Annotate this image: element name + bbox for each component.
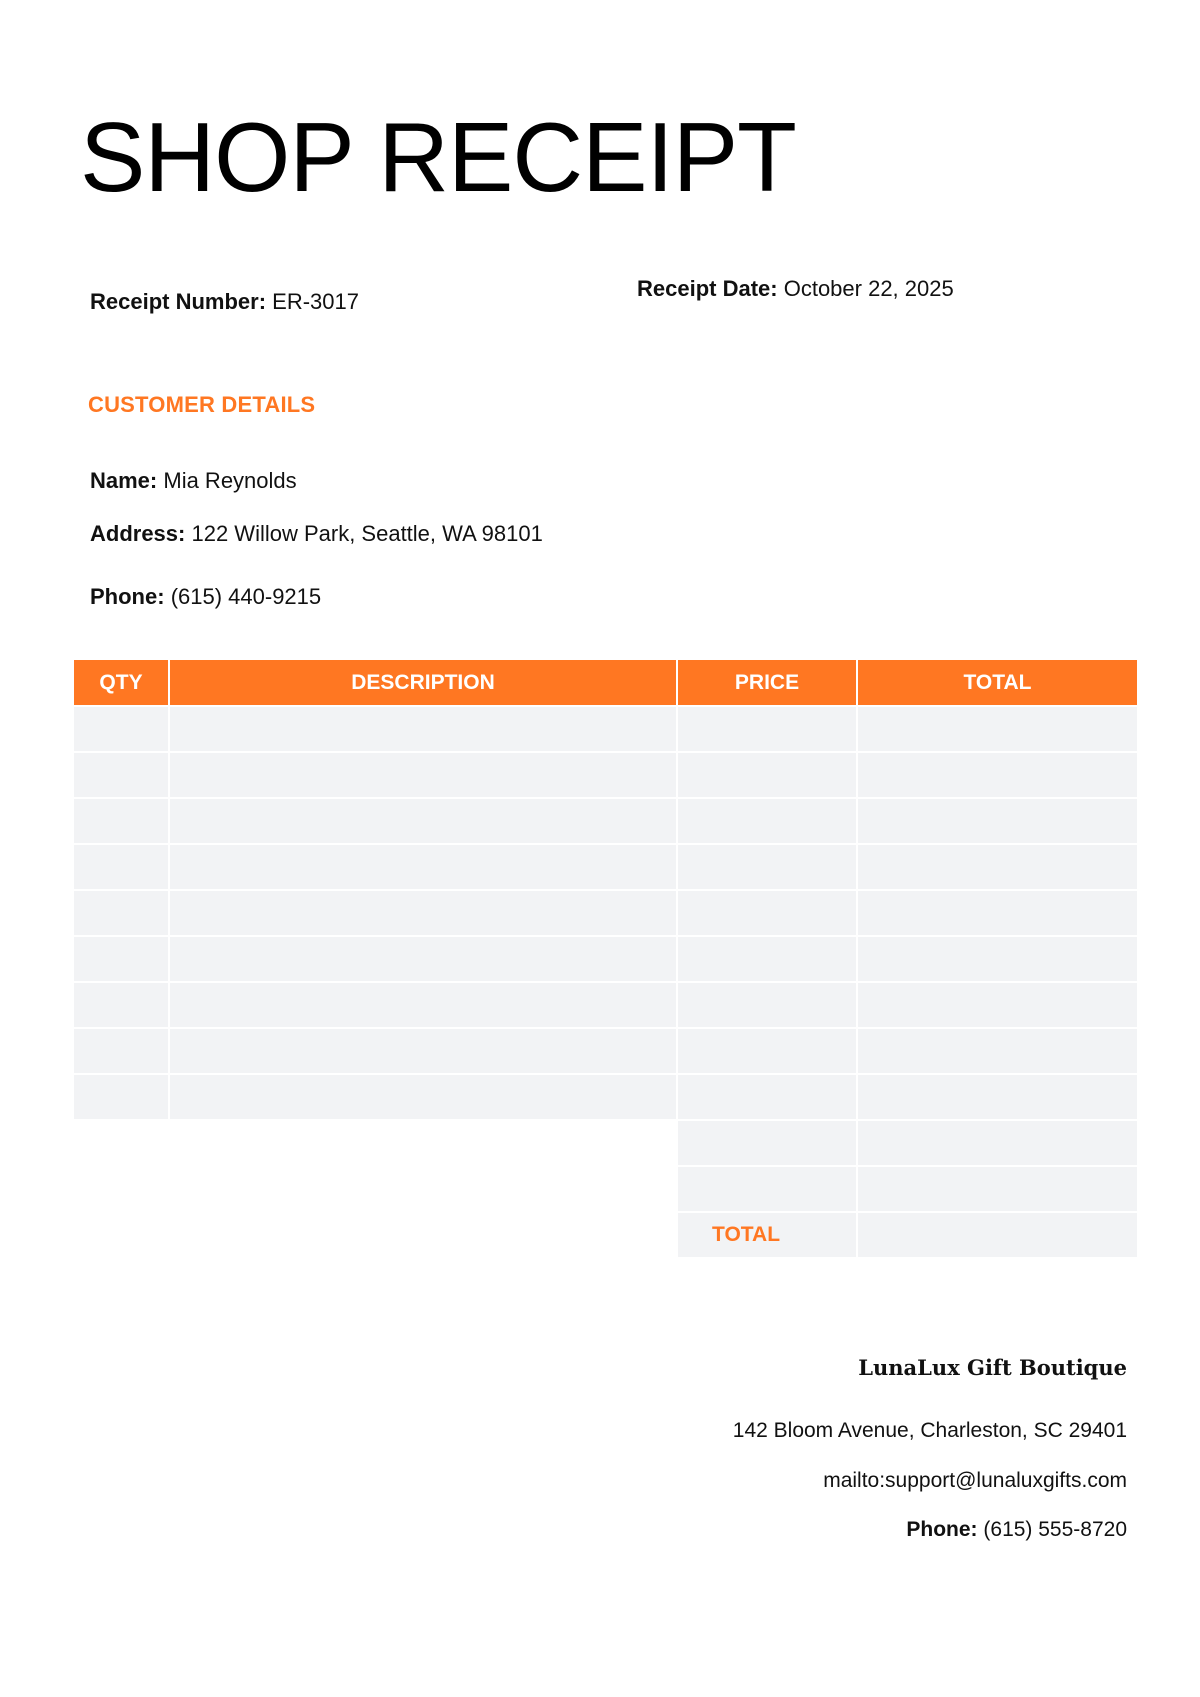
table-row	[74, 843, 1137, 889]
summary-label-cell	[678, 1165, 858, 1211]
table-row	[74, 981, 1137, 1027]
table-row	[74, 889, 1137, 935]
table-row	[74, 935, 1137, 981]
table-cell	[170, 935, 678, 981]
total-label: TOTAL	[678, 1211, 858, 1257]
table-cell	[170, 797, 678, 843]
table-row	[74, 1073, 1137, 1119]
table-cell	[858, 981, 1137, 1027]
table-cell	[858, 1027, 1137, 1073]
table-cell	[74, 1027, 170, 1073]
customer-address-value: 122 Willow Park, Seattle, WA 98101	[191, 521, 543, 546]
table-row	[74, 1027, 1137, 1073]
shop-phone	[906, 1518, 1127, 1542]
table-cell	[678, 751, 858, 797]
customer-name	[90, 468, 297, 494]
shop-phone-label: Phone:	[906, 1518, 978, 1541]
table-row	[74, 751, 1137, 797]
header-description: DESCRIPTION	[170, 660, 678, 705]
table-cell	[678, 1027, 858, 1073]
items-table	[74, 660, 1137, 1257]
table-cell	[74, 1073, 170, 1119]
table-cell	[678, 935, 858, 981]
table-cell	[858, 935, 1137, 981]
summary-row	[678, 1119, 1137, 1165]
table-cell	[170, 751, 678, 797]
table-cell	[678, 981, 858, 1027]
shop-phone-value: (615) 555-8720	[983, 1518, 1127, 1541]
page-title: SHOP RECEIPT	[80, 102, 796, 212]
customer-phone-label: Phone:	[90, 584, 165, 609]
customer-name-label: Name:	[90, 468, 158, 493]
table-cell	[678, 889, 858, 935]
table-cell	[74, 751, 170, 797]
table-cell	[858, 705, 1137, 751]
customer-phone	[90, 584, 321, 610]
summary-value-cell	[858, 1119, 1137, 1165]
table-cell	[74, 843, 170, 889]
table-cell	[858, 751, 1137, 797]
customer-name-value: Mia Reynolds	[163, 468, 297, 493]
receipt-number-label: Receipt Number:	[90, 289, 267, 314]
summary-label-cell	[678, 1119, 858, 1165]
table-cell	[678, 843, 858, 889]
customer-address	[90, 521, 543, 547]
table-row	[74, 705, 1137, 751]
shop-name: LunaLux Gift Boutique	[858, 1355, 1127, 1380]
table-cell	[74, 981, 170, 1027]
receipt-number	[90, 289, 359, 315]
shop-address: 142 Bloom Avenue, Charleston, SC 29401	[732, 1419, 1127, 1442]
table-cell	[170, 1027, 678, 1073]
table-cell	[74, 705, 170, 751]
table-cell	[170, 889, 678, 935]
total-row	[678, 1211, 1137, 1257]
receipt-date	[637, 276, 954, 302]
header-total: TOTAL	[858, 660, 1137, 705]
table-cell	[678, 705, 858, 751]
total-value-cell	[858, 1211, 1137, 1257]
table-cell	[858, 889, 1137, 935]
header-price: PRICE	[678, 660, 858, 705]
summary-value-cell	[858, 1165, 1137, 1211]
receipt-date-value: October 22, 2025	[783, 276, 954, 301]
table-cell	[170, 843, 678, 889]
header-qty: QTY	[74, 660, 170, 705]
table-row	[74, 797, 1137, 843]
table-cell	[858, 843, 1137, 889]
table-cell	[74, 935, 170, 981]
table-cell	[678, 797, 858, 843]
table-cell	[74, 797, 170, 843]
customer-details-heading: CUSTOMER DETAILS	[88, 392, 316, 417]
table-cell	[170, 981, 678, 1027]
summary-row	[678, 1165, 1137, 1211]
table-cell	[74, 889, 170, 935]
table-cell	[170, 705, 678, 751]
shop-email: mailto:support@lunaluxgifts.com	[823, 1469, 1127, 1492]
customer-address-label: Address:	[90, 521, 186, 546]
customer-phone-value: (615) 440-9215	[170, 584, 322, 609]
table-cell	[858, 1073, 1137, 1119]
table-cell	[678, 1073, 858, 1119]
table-cell	[858, 797, 1137, 843]
receipt-number-value: ER-3017	[272, 289, 360, 314]
table-header	[74, 660, 1137, 705]
receipt-date-label: Receipt Date:	[637, 276, 778, 301]
table-cell	[170, 1073, 678, 1119]
